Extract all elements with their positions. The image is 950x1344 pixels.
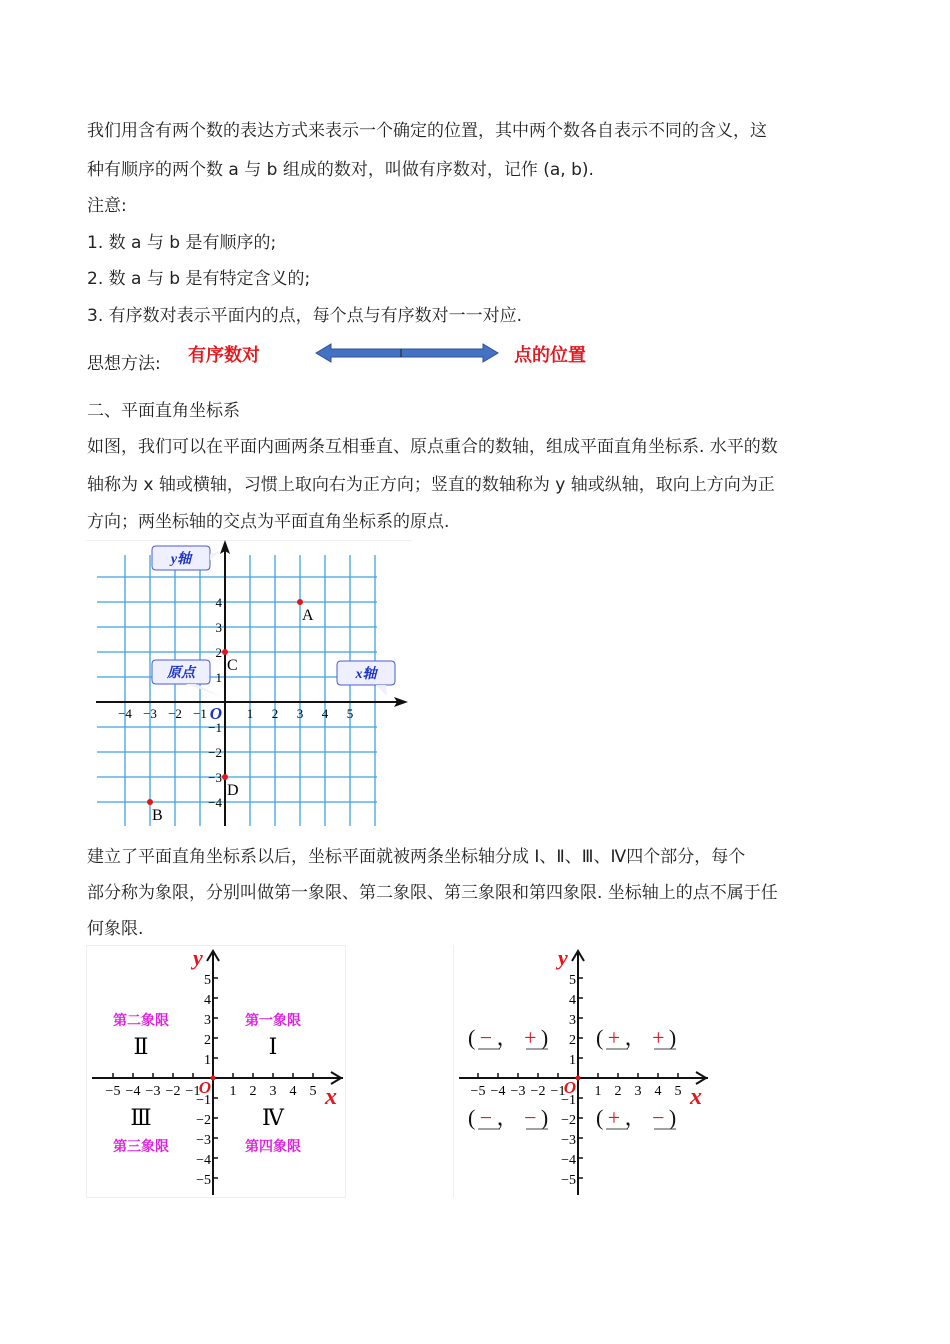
origin-label: O	[209, 704, 222, 723]
y-tick-label: −3	[196, 1133, 211, 1148]
y-tick-label: 1	[215, 670, 222, 685]
x-tick-label: −3	[510, 1084, 526, 1099]
sign-part: (	[468, 1025, 476, 1050]
y-tick-label: 1	[569, 1053, 576, 1068]
point-D	[222, 774, 228, 780]
quadrant-sign-pair	[596, 1025, 676, 1051]
point-C	[222, 649, 228, 655]
paragraph3-line3: 何象限.	[87, 919, 144, 939]
quadrant-sign-pair	[596, 1105, 676, 1131]
x-tick-label: 5	[346, 706, 354, 721]
x-tick-label: 4	[289, 1084, 297, 1099]
y-tick-label: −2	[208, 745, 222, 760]
x-axis-callout-pointer	[376, 685, 387, 696]
origin-label: O	[563, 1078, 576, 1097]
point-B	[147, 799, 153, 805]
y-tick-label: 4	[569, 993, 576, 1008]
y-tick-label: 5	[204, 973, 211, 988]
sign-part: (	[468, 1105, 476, 1130]
sign-part: (	[596, 1105, 604, 1130]
sign-part: −	[518, 1105, 541, 1130]
x-tick-label: −1	[185, 1084, 201, 1099]
point-label-A: A	[302, 607, 314, 624]
y-tick-label: −5	[561, 1173, 576, 1188]
x-tick-label: 3	[634, 1084, 642, 1099]
y-axis-label: y	[558, 945, 568, 970]
sign-part: −	[646, 1105, 669, 1130]
x-tick-label: 4	[321, 706, 329, 721]
x-tick-label: −2	[168, 706, 182, 721]
note-1: 1. 数 a 与 b 是有顺序的;	[87, 233, 277, 253]
y-tick-label: 2	[215, 645, 222, 660]
note-title: 注意:	[87, 196, 127, 216]
y-tick-label: −2	[196, 1113, 211, 1128]
origin-callout-pointer	[186, 684, 220, 696]
y-tick-label: −5	[196, 1173, 211, 1188]
origin-point	[211, 1076, 216, 1081]
x-axis-label: x	[690, 1084, 702, 1110]
quadrant-sign-figure	[453, 945, 715, 1198]
sign-part: ，	[624, 1025, 647, 1050]
sign-part: +	[603, 1025, 625, 1050]
quadrant-sign-pair	[468, 1105, 548, 1131]
x-tick-label: 5	[309, 1084, 317, 1099]
sign-part: −	[475, 1025, 497, 1050]
point-label-C: C	[227, 657, 238, 674]
x-tick-label: −5	[105, 1084, 121, 1099]
sign-part: −	[475, 1105, 497, 1130]
y-axis-label: y	[193, 945, 203, 970]
y-axis-callout-text: y轴	[170, 552, 192, 567]
x-tick-label: 5	[674, 1084, 682, 1099]
x-tick-label: −2	[165, 1084, 181, 1099]
y-tick-label: 5	[569, 973, 576, 988]
y-tick-label: −1	[208, 720, 222, 735]
quadrant-name: 第二象限	[113, 1014, 169, 1029]
quadrant-name: 第三象限	[113, 1140, 169, 1155]
x-tick-label: −2	[530, 1084, 546, 1099]
y-tick-label: 2	[204, 1033, 211, 1048]
paragraph2-line1: 如图，我们可以在平面内画两条互相垂直、原点重合的数轴，组成平面直角坐标系. 水平的数	[87, 437, 778, 457]
y-tick-label: −4	[208, 795, 222, 810]
paragraph3-line2: 部分称为象限，分别叫做第一象限、第二象限、第三象限和第四象限. 坐标轴上的点不属于任	[87, 883, 778, 903]
sign-part: ，	[496, 1105, 519, 1130]
sign-part: (	[596, 1025, 604, 1050]
y-tick-label: −2	[561, 1113, 576, 1128]
paragraph1-line1: 我们用含有两个数的表达方式来表示一个确定的位置，其中两个数各自表示不同的含义，这	[87, 121, 767, 141]
x-tick-label: 4	[654, 1084, 662, 1099]
note-3: 3. 有序数对表示平面内的点，每个点与有序数对一一对应.	[87, 306, 523, 326]
x-axis-label: x	[325, 1084, 337, 1110]
sign-part: +	[518, 1025, 541, 1050]
x-tick-label: 3	[296, 706, 304, 721]
origin-callout-text: 原点	[167, 666, 195, 681]
point-A	[297, 599, 303, 605]
quadrant-numeral: Ⅰ	[268, 1034, 278, 1059]
y-tick-label: 4	[215, 595, 222, 610]
x-tick-label: −5	[470, 1084, 486, 1099]
paragraph2-line3: 方向；两坐标轴的交点为平面直角坐标系的原点.	[87, 512, 450, 532]
y-tick-label: 1	[204, 1053, 211, 1068]
origin-label: O	[198, 1078, 211, 1097]
coordinate-grid-figure	[86, 540, 412, 826]
y-tick-label: −3	[561, 1133, 576, 1148]
x-tick-label: −3	[145, 1084, 161, 1099]
paragraph1-line2: 种有顺序的两个数 a 与 b 组成的数对，叫做有序数对，记作 (a, b).	[87, 160, 594, 180]
paragraph2-line2: 轴称为 x 轴或横轴，习惯上取向右为正方向；竖直的数轴称为 y 轴或纵轴，取向上方向为正	[87, 475, 775, 495]
method-left: 有序数对	[188, 345, 260, 366]
x-tick-label: 1	[246, 706, 254, 721]
x-tick-label: 2	[249, 1084, 257, 1099]
y-tick-label: 4	[204, 993, 211, 1008]
x-tick-label: 3	[269, 1084, 277, 1099]
origin-point	[576, 1076, 581, 1081]
quadrant-name: 第四象限	[245, 1140, 301, 1155]
y-tick-label: −4	[196, 1153, 211, 1168]
note-2: 2. 数 a 与 b 是有特定含义的;	[87, 269, 311, 289]
sign-part: ，	[496, 1025, 519, 1050]
quadrant-numeral: Ⅳ	[262, 1105, 284, 1130]
method-label: 思想方法:	[87, 354, 161, 374]
y-tick-label: 3	[569, 1013, 576, 1028]
sign-part: +	[646, 1025, 669, 1050]
quadrant-numeral: Ⅲ	[130, 1105, 152, 1130]
x-tick-label: −4	[118, 706, 132, 721]
quadrant-sign-pair	[468, 1025, 548, 1051]
y-axis-callout-pointer	[210, 551, 220, 560]
y-tick-label: 3	[215, 620, 222, 635]
y-tick-label: −1	[561, 1093, 576, 1108]
x-tick-label: 2	[271, 706, 279, 721]
x-tick-label: 1	[594, 1084, 602, 1099]
sign-part: )	[540, 1105, 549, 1130]
x-tick-label: −1	[550, 1084, 566, 1099]
sign-part: )	[540, 1025, 549, 1050]
figure-border	[87, 946, 346, 1198]
quadrant-numeral: Ⅱ	[133, 1034, 149, 1059]
x-tick-label: −4	[125, 1084, 141, 1099]
x-axis-callout-text: x轴	[355, 667, 377, 682]
section-title: 二、平面直角坐标系	[87, 401, 240, 421]
y-tick-label: 3	[204, 1013, 211, 1028]
point-label-D: D	[227, 782, 239, 799]
double-arrow-icon	[315, 342, 500, 364]
y-tick-label: −3	[208, 770, 222, 785]
point-label-B: B	[152, 807, 163, 824]
x-tick-label: 1	[229, 1084, 237, 1099]
sign-part: )	[668, 1025, 677, 1050]
sign-part: ，	[624, 1105, 647, 1130]
x-tick-label: 2	[614, 1084, 622, 1099]
x-tick-label: −4	[490, 1084, 506, 1099]
quadrant-figure	[86, 945, 346, 1198]
sign-part: +	[603, 1105, 625, 1130]
paragraph3-line1: 建立了平面直角坐标系以后，坐标平面就被两条坐标轴分成 Ⅰ、Ⅱ、Ⅲ、Ⅳ四个部分，每个	[87, 847, 746, 867]
x-tick-label: −3	[143, 706, 157, 721]
method-right: 点的位置	[514, 345, 586, 366]
sign-part: )	[668, 1105, 677, 1130]
x-tick-label: −1	[193, 706, 207, 721]
y-tick-label: 2	[569, 1033, 576, 1048]
y-tick-label: −4	[561, 1153, 576, 1168]
quadrant-name: 第一象限	[245, 1014, 301, 1029]
y-tick-label: −1	[196, 1093, 211, 1108]
